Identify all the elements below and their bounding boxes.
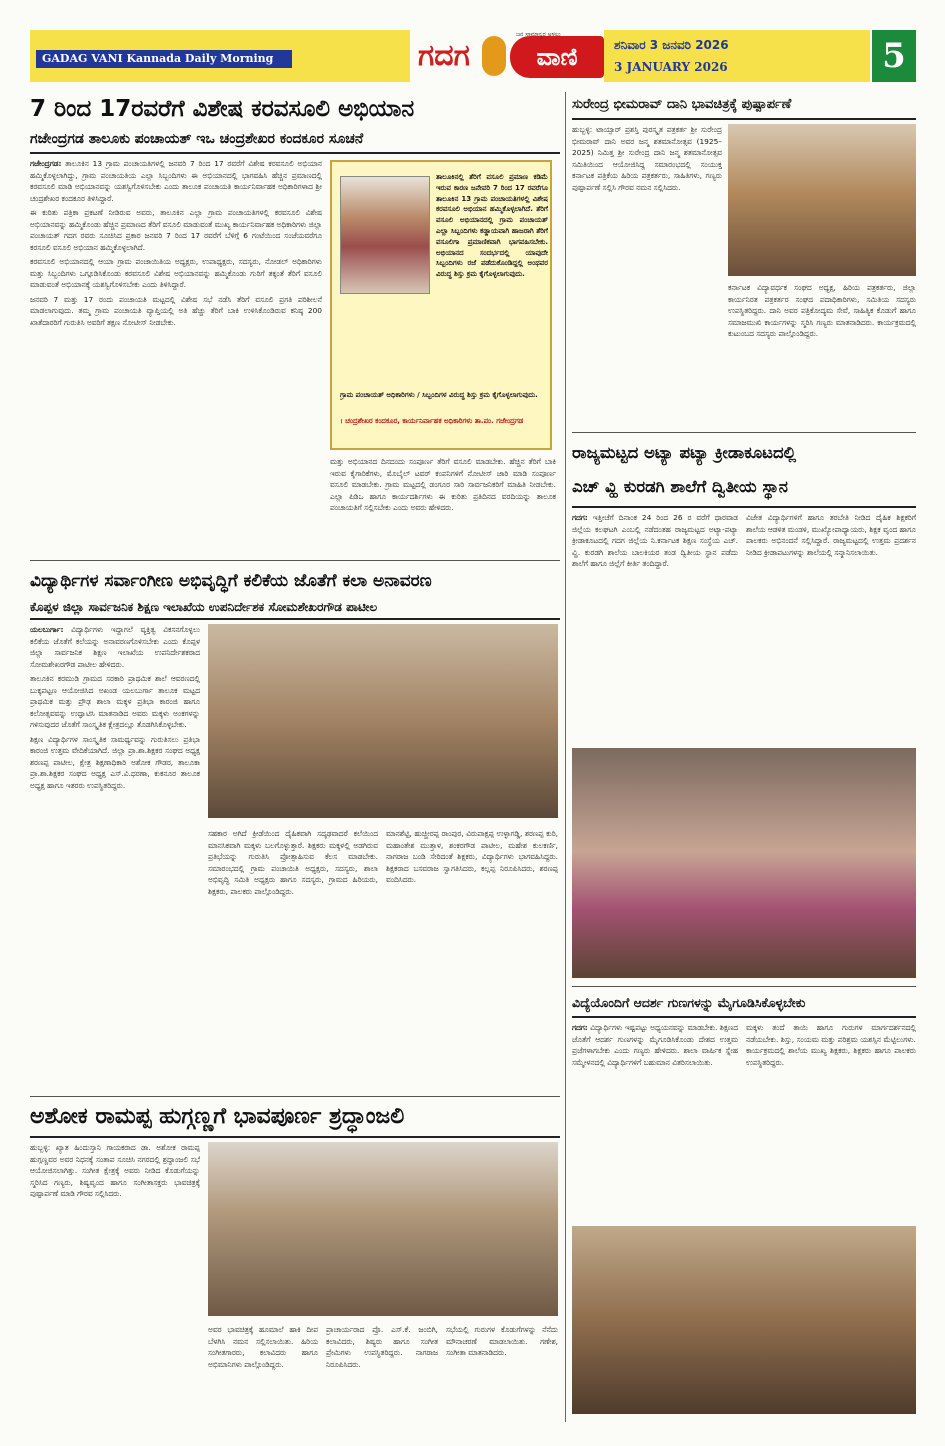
story-headline: ಅಶೋಕ ರಾಮಪ್ಪ ಹುಗ್ಗಣ್ಣಗೆ ಭಾವಪೂರ್ಣ ಶ್ರದ್ಧಾಂಜಲಿ xyxy=(30,1104,405,1129)
quote-box xyxy=(330,160,552,450)
section-rule xyxy=(572,986,916,987)
quote-text: ತಾಲೂಕಿನಲ್ಲಿ ತೆರಿಗೆ ವಸೂಲಿ ಪ್ರಮಾಣ ಕಡಿಮೆ ಇರುವ ಕಾರಣ ಜನೇವರಿ 7 ರಿಂದ 17 ರವರೆಗೂ ತಾಲೂಕಿನ 13 ಗ್ರಾಮ ಪಂಚಾಯತಿಗಳಲ್ಲಿ ವಿಶೇಷ ಕರವಸೂಲಿ ಅಭಿಯಾನ ಹಮ್ಮಿಕೊಳ್ಳಲಾಗಿದೆ. ತೆರಿಗೆ ವಸೂಲಿ ಅಭಿಯಾನದಲ್ಲಿ ಗ್ರಾಮ ಪಂಚಾಯತ್ ಎಲ್ಲಾ ಸಿಬ್ಬಂದಿಗಳು ಕಡ್ಡಾಯವಾಗಿ ಹಾಜರಾಗಿ ತೆರಿಗೆ ವಸೂಲಿಗಾ ಪ್ರಮಾಣಿಕವಾಗಿ ಭಾಗವಹಿಸಬೇಕು. ಅಭಿಯಾನದ ಸಂದರ್ಭದಲ್ಲಿ ಯಾವುದೇ ಸಿಬ್ಬಂದಿಗಳು ರಜೆ ಪಡೆದುಕೊಂಡಿದ್ದಲ್ಲಿ ಅಂಥವರ ವಿರುದ್ಧ ಶಿಸ್ತು ಕ್ರಮ ಕೈಗೊಳ್ಳಲಾಗುವುದು. xyxy=(436,173,548,279)
story-column: ಅವರ ಭಾವಚಿತ್ರಕ್ಕೆ ಹೂಮಾಲೆ ಹಾಕಿ ದೀಪ ಬೆಳಗಿಸಿ ನಮನ ಸಲ್ಲಿಸಲಾಯಿತು. ಹಿರಿಯ ಸಂಗೀತಗಾರರು, ಕಲಾವಿದರು ಹಾಗೂ ಅಭಿಮಾನಿಗಳು ಪಾಲ್ಗೊಂಡಿದ್ದರು. xyxy=(208,1325,318,1369)
column-divider xyxy=(565,92,566,1422)
date-english: 3 JANUARY 2026 xyxy=(614,60,728,74)
story-column: ಮಾನಶೆಟ್ಟಿ, ಹುಚ್ಚೀರಪ್ಪ ರಾಂಪುರ, ವಿರುಪಾಕ್ಷಪ್ಪ ಉಳ್ಳಾಗಡ್ಡಿ, ಶರಣಪ್ಪ ಕುರಿ, ಮಹಾಂತೇಶ ಮುತ್ತಾಳ, ಶಂಕರಗೌಡ ಪಾಟೀಲ, ಮಹೇಶ ಕುಲಕರ್ಣಿ, ನಾಗರಾಜ ಬಂಡಿ ಸೇರಿದಂತೆ ಶಿಕ್ಷಕರು, ವಿದ್ಯಾರ್ಥಿಗಳು ಭಾಗವಹಿಸಿದ್ದರು. ಶಿಕ್ಷಕರಾದ ಬಸವರಾಜ ಸ್ವಾಗತಿಸಿದರು, ಕಲ್ಲಪ್ಪ ನಿರೂಪಿಸಿದರು, ಶರಣಪ್ಪ ವಂದಿಸಿದರು. xyxy=(386,829,558,884)
story-column: ಹುಬ್ಬಳ್ಳಿ: ಖ್ಯಾತ ಹಿಂದುಸ್ತಾನಿ ಗಾಯಕರಾದ ಡಾ. ಅಶೋಕ ರಾಮಪ್ಪ ಹುಗ್ಗಣ್ಣವರ ಅವರ ನಿಧನಕ್ಕೆ ಸಂತಾಪ ಸೂಚಿಸಿ ನಗರದಲ್ಲಿ ಶ್ರದ್ಧಾಂಜಲಿ ಸಭೆ ಆಯೋಜಿಸಲಾಗಿತ್ತು. ಸಂಗೀತ ಕ್ಷೇತ್ರಕ್ಕೆ ಅವರು ನೀಡಿದ ಕೊಡುಗೆಯನ್ನು ಸ್ಮರಿಸಿದ ಗಣ್ಯರು, ಶಿಷ್ಯವೃಂದ ಹಾಗೂ ಸಂಗೀತಾಸಕ್ತರು ಭಾವಚಿತ್ರಕ್ಕೆ ಪುಷ್ಪಾರ್ಪಣೆ ಮಾಡಿ ಗೌರವ ಸಲ್ಲಿಸಿದರು. xyxy=(30,1143,200,1198)
story-paragraph: ಈ ಕುರಿತು ಪತ್ರಿಕಾ ಪ್ರಕಟಣೆ ನೀಡಿರುವ ಅವರು, ತಾಲೂಕಿನ ಎಲ್ಲಾ ಗ್ರಾಮ ಪಂಚಾಯತಿಗಳಲ್ಲಿ ಕರವಸೂಲಿ ವಿಶೇಷ ಅಭಿಯಾನವನ್ನು ಹಮ್ಮಿಕೊಂಡು ಹೆಚ್ಚಿನ ಪ್ರಮಾಣದ ತೆರಿಗೆ ವಸೂಲಿ ಮಾಡುವಂತೆ ಮುಖ್ಯ ಕಾರ್ಯನಿರ್ವಾಹಕ ಅಧಿಕಾರಿಗಳು ಜಿಲ್ಲಾ ಪಂಚಾಯತ್ ಗದಗ ರವರು ಸೂಚಿಸಿದ ಪ್ರಕಾರ ಜನವರಿ 7 ರಿಂದ 17 ರವರೆಗೆ ಬೆಳಿಗ್ಗೆ 6 ಗಂಟೆಯಿಂದ ಸಂಜೆಯವರೆಗೂ ಕರಸೂಲಿ ವಸೂಲಿ ಅಭಿಯಾನ ಹಮ್ಮಿಕೊಳ್ಳಲಾಗಿದೆ. xyxy=(30,208,322,252)
logo-tagline: ಜನ ಸಾಮಾನ್ಯರ ಅಳಲು xyxy=(516,31,561,38)
story-floral-tribute xyxy=(572,92,916,428)
logo-word-left: ಗದಗ xyxy=(418,38,470,73)
story-paragraph: ಯಲಬುರ್ಗಾ: ವಿದ್ಯಾರ್ಥಿಗಳು ಇದ್ದಾಗಲೆ ವ್ಯಕ್ತಿತ್ವ ವಿಕಸನಗೊಳ್ಳಲು ಕಲಿಕೆಯ ಜೊತೆಗೆ ಕಲೆಯನ್ನು ಅನಾವರಣಗೊಳಿಸಬೇಕು ಎಂದು ಕೊಪ್ಪಳ ಜಿಲ್ಲಾ ಸಾರ್ವಜನಿಕ ಶಿಕ್ಷಣ ಇಲಾಖೆಯ ಉಪನಿರ್ದೇಶಕರಾದ ಸೋಮಶೇಖರಗೌಡ ಪಾಟೀಲ ಹೇಳಿದರು. xyxy=(30,625,200,669)
date-kannada: ಶನಿವಾರ 3 ಜನವರಿ 2026 xyxy=(614,38,729,52)
story-column: ಮಕ್ಕಳು ತಂದೆ ತಾಯಿ ಹಾಗೂ ಗುರುಗಳ ಮಾರ್ಗದರ್ಶನದಲ್ಲಿ ನಡೆಯಬೇಕು. ಶಿಸ್ತು, ಸಂಯಮ ಮತ್ತು ಪರಿಶ್ರಮ ಯಶಸ್ಸಿನ ಮೆಟ್ಟಿಲುಗಳು. ಕಾರ್ಯಕ್ರಮದಲ್ಲಿ ಶಾಲೆಯ ಮುಖ್ಯ ಶಿಕ್ಷಕರು, ಶಿಕ್ಷಕರು ಹಾಗೂ ಪಾಲಕರು ಉಪಸ್ಥಿತರಿದ್ದರು. xyxy=(746,1023,916,1067)
story-column xyxy=(572,512,738,740)
story-column: ಕರ್ನಾಟಕ ವಿದ್ಯಾವರ್ಧಕ ಸಂಘದ ಅಧ್ಯಕ್ಷ, ಹಿರಿಯ ಪತ್ರಕರ್ತರು, ಜಿಲ್ಲಾ ಕಾರ್ಯನಿರತ ಪತ್ರಕರ್ತರ ಸಂಘದ ಪದಾಧಿಕಾರಿಗಳು, ಸಮಿತಿಯ ಸದಸ್ಯರು ಉಪಸ್ಥಿತರಿದ್ದರು. ದಾನಿ ಅವರ ಪತ್ರಿಕೋದ್ಯಮ ಸೇವೆ, ಸಾಹಿತ್ಯಿಕ ಕೊಡುಗೆ ಹಾಗೂ ಸಮಾಜಮುಖಿ ಕಾರ್ಯಗಳನ್ನು ಸ್ಮರಿಸಿ ಗಣ್ಯರು ಮಾತನಾಡಿದರು. ಕಾರ್ಯಕ್ರಮದಲ್ಲಿ ಕುಟುಂಬದ ಸದಸ್ಯರು ಪಾಲ್ಗೊಂಡಿದ್ದರು. xyxy=(728,283,916,338)
section-rule xyxy=(572,432,916,433)
story-tribute xyxy=(30,1100,560,1418)
story-sports xyxy=(572,436,916,982)
story-subhead: ಕೊಪ್ಪಳ ಜಿಲ್ಲಾ ಸಾರ್ವಜನಿಕ ಶಿಕ್ಷಣ ಇಲಾಖೆಯ ಉಪನಿರ್ದೇಶಕ ಸೋಮಶೇಖರಗೌಡ ಪಾಟೀಲ xyxy=(30,600,378,614)
story-column: ಸಹಕಾರ ಅಗಿದೆ ಕ್ರೀಡೆಯಿಂದ ದೈಹಿಕವಾಗಿ ಸದೃಢವಾದರೆ ಕಲೆಯಿಂದ ಮಾನಸಿಕವಾಗಿ ಮಕ್ಕಳು ಬಲಗೊಳ್ಳುತ್ತಾರೆ. ಶಿಕ್ಷಕರು ಮಕ್ಕಳಲ್ಲಿ ಅಡಗಿರುವ ಪ್ರತಿಭೆಯನ್ನು ಗುರುತಿಸಿ ಪ್ರೋತ್ಸಾಹಿಸುವ ಕೆಲಸ ಮಾಡಬೇಕು. ಸಮಾರಂಭದಲ್ಲಿ ಗ್ರಾಮ ಪಂಚಾಯಿತಿ ಅಧ್ಯಕ್ಷರು, ಸದಸ್ಯರು, ಶಾಲಾ ಅಭಿವೃದ್ಧಿ ಸಮಿತಿ ಅಧ್ಯಕ್ಷರು ಹಾಗೂ ಸದಸ್ಯರು, ಗ್ರಾಮದ ಹಿರಿಯರು, ಶಿಕ್ಷಕರು, ಪಾಲಕರು ಪಾಲ್ಗೊಂಡಿದ್ದರು. xyxy=(208,829,378,896)
logo-emblem-icon xyxy=(482,36,506,76)
story-column: ವಿಜೇತ ವಿದ್ಯಾರ್ಥಿಗಳಿಗೆ ಹಾಗೂ ತರಬೇತಿ ನೀಡಿದ ದೈಹಿಕ ಶಿಕ್ಷಕರಿಗೆ ಶಾಲೆಯ ಆಡಳಿತ ಮಂಡಳಿ, ಮುಖ್ಯೋಪಾಧ್ಯಾಯರು, ಶಿಕ್ಷಕ ವೃಂದ ಹಾಗೂ ಪಾಲಕರು ಅಭಿನಂದನೆ ಸಲ್ಲಿಸಿದ್ದಾರೆ. ರಾಜ್ಯಮಟ್ಟದಲ್ಲಿ ಉತ್ತಮ ಪ್ರದರ್ಶನ ನೀಡಿದ ಕ್ರೀಡಾಪಟುಗಳನ್ನು ಶಾಲೆಯಲ್ಲಿ ಸನ್ಮಾನಿಸಲಾಯಿತು. xyxy=(746,513,916,557)
story-paragraph: ಜನವರಿ 7 ಮತ್ತು 17 ರಂದು ಪಂಚಾಯತಿ ಮಟ್ಟದಲ್ಲಿ ವಿಶೇಷ ಸಭೆ ನಡೆಸಿ ತೆರಿಗೆ ವಸೂಲಿ ಪ್ರಗತಿ ಪರಿಶೀಲನೆ ಮಾಡಲಾಗುವುದು. ತಮ್ಮ ಗ್ರಾಮ ಪಂಚಾಯತಿ ವ್ಯಾಪ್ತಿಯಲ್ಲಿ ಅತಿ ಹೆಚ್ಚು ತೆರಿಗೆ ಬಾಕಿ ಉಳಿಸಿಕೊಂಡಿರುವ ಕನಿಷ್ಠ 200 ಖಾತೆದಾರರಿಗೆ ಗುರುತಿಸಿ ಅವರಿಗೆ ತಕ್ಷಣ ನೋಟೀಸ್ ನೀಡಬೇಕು. xyxy=(30,294,322,327)
story-paragraph: ಕರವಸೂಲಿ ಅಭಿಯಾನದಲ್ಲಿ ಆಯಾ ಗ್ರಾಮ ಪಂಚಾಯಿತಿಯ ಅಧ್ಯಕ್ಷರು, ಉಪಾಧ್ಯಕ್ಷರು, ಸದಸ್ಯರು, ನೋಡಲ್ ಅಧಿಕಾರಿಗಳು ಮತ್ತು ಸಿಬ್ಬಂದಿಗಳು ಒಗ್ಗೂಡಿಸಿಕೊಂಡು ಕರವಸೂಲಿ ವಿಶೇಷ ಅಭಿಯಾನವನ್ನು ಹಮ್ಮಿಕೊಂಡು ಗುರಿಗೆ ತಕ್ಕಂತೆ ತೆರಿಗೆ ವಸೂಲಿ ಮಾಡುವಂತೆ ಅಭಿಯಾನಕ್ಕೆ ಯಶಸ್ವಿಗೊಳಿಸಬೇಕು ಎಂದು ತಿಳಿಸಿದ್ದಾರೆ. xyxy=(30,257,322,289)
headline-rule xyxy=(572,1016,916,1018)
story-paragraph: ಶಿಕ್ಷಣ ವಿದ್ಯಾರ್ಥಿಗಳ ಸಾಂಸ್ಕೃತಿಕ ಸಾಮರ್ಥ್ಯವನ್ನು ಗುರುತಿಸಲು ಪ್ರತಿಭಾ ಕಾರಂಜಿ ಉತ್ತಮ ವೇದಿಕೆಯಾಗಿದೆ. ಜಿಲ್ಲಾ ಪ್ರಾ.ಶಾ.ಶಿಕ್ಷಕರ ಸಂಘದ ಅಧ್ಯಕ್ಷ ಶರಣಪ್ಪ ಪಾಟೀಲ, ಕ್ಷೇತ್ರ ಶಿಕ್ಷಣಾಧಿಕಾರಿ ಅಶೋಕ ಗೌಡರ, ತಾಲೂಕಾ ಪ್ರಾ.ಶಾ.ಶಿಕ್ಷಕರ ಸಂಘದ ಅಧ್ಯಕ್ಷ ಎಸ್.ವಿ.ಧರಣಾ, ಕುಕನೂರ ತಾಲೂಕ ಅಧ್ಯಕ್ಷ ಹಾಗೂ ಇತರರು ಉಪಸ್ಥಿತರಿದ್ದರು. xyxy=(30,734,200,790)
story-column: ಪ್ರಾಚಾರ್ಯರಾದ ಪ್ರೊ. ಎಸ್.ಕೆ. ಜಂಬಿಗಿ, ಕಲಾವಿದರು, ಶಿಷ್ಯರು ಹಾಗೂ ಸಂಗೀತ ಪ್ರೇಮಿಗಳು ಉಪಸ್ಥಿತರಿದ್ದರು. ನಾಗರಾಜ ನಿರೂಪಿಸಿದರು. xyxy=(326,1325,438,1369)
story-headline: 7 ರಿಂದ 17ರವರೆಗೆ ವಿಶೇಷ ಕರವಸೂಲಿ ಅಭಿಯಾನ xyxy=(30,96,415,122)
story-subhead: ಗಜೇಂದ್ರಗಡ ತಾಲೂಕು ಪಂಚಾಯತ್ ಇಒ ಚಂದ್ರಶೇಖರ ಕಂದಕೂರ ಸೂಚನೆ xyxy=(30,131,364,147)
headline-rule xyxy=(572,506,916,508)
page-number: 5 xyxy=(872,30,916,82)
story-headline: ವಿದ್ಯಾರ್ಥಿಗಳ ಸರ್ವಾಂಗೀಣ ಅಭಿವೃದ್ಧಿಗೆ ಕಲಿಕೆಯ ಜೊತೆಗೆ ಕಲಾ ಅನಾವರಣ xyxy=(30,571,432,591)
headline-rule xyxy=(30,152,560,154)
headline-rule xyxy=(30,1136,560,1138)
story-paragraph: ಗದಗ: ವಿದ್ಯಾರ್ಥಿಗಳು ಇಷ್ಟಪಟ್ಟು ಅಧ್ಯಯನವನ್ನು ಮಾಡಬೇಕು. ಶಿಕ್ಷಣದ ಜೊತೆಗೆ ಆದರ್ಶ ಗುಣಗಳನ್ನು ಮೈಗೂಡಿಸಿಕೊಂಡು ದೇಶದ ಉತ್ತಮ ಪ್ರಜೆಗಳಾಗಬೇಕು ಎಂದು ಗಣ್ಯರು ಹೇಳಿದರು. ಶಾಲಾ ವಾರ್ಷಿಕ ಸ್ನೇಹ ಸಮ್ಮೇಳನದಲ್ಲಿ ವಿದ್ಯಾರ್ಥಿಗಳಿಗೆ ಬಹುಮಾನ ವಿತರಿಸಲಾಯಿತು. xyxy=(572,1023,738,1067)
tribute-photo xyxy=(208,1142,558,1316)
headline-rule xyxy=(30,618,560,620)
masthead-left-band xyxy=(30,30,410,82)
story-headline: ಸುರೇಂದ್ರ ಭೀಮರಾವ್ ದಾನಿ ಭಾವಚಿತ್ರಕ್ಕೆ ಪುಷ್ಪಾರ್ಪಣೆ xyxy=(572,97,792,112)
story-headline: ರಾಜ್ಯಮಟ್ಟದ ಅಟ್ಯಾ ಪಟ್ಯಾ ಕ್ರೀಡಾಕೂಟದಲ್ಲಿ xyxy=(572,443,797,462)
masthead xyxy=(30,30,916,82)
newspaper-logo xyxy=(418,30,604,82)
story-headline: ವಿದ್ಯೆಯೊಂದಿಗೆ ಆದರ್ಶ ಗುಣಗಳನ್ನು ಮೈಗೂಡಿಸಿಕೊಳ್ಳಬೇಕು xyxy=(572,995,806,1010)
story-paragraph: ಗದಗ: ಇತ್ತೀಚೆಗೆ ದಿನಾಂಕ 24 ರಿಂದ 26 ರ ವರೆಗೆ ಧಾರವಾಡ ಜಿಲ್ಲೆಯ ಕಲಘಟಗಿ ಎಂಬಲ್ಲಿ ನಡೆದಂತಹ ರಾಜ್ಯಮಟ್ಟದ ಅಟ್ಯಾ-ಪಟ್ಯಾ ಕ್ರೀಡಾಕೂಟದಲ್ಲಿ ಗದಗ ಜಿಲ್ಲೆಯ ನಿ.ಕರ್ನಾಟಕ ಶಿಕ್ಷಣ ಸಂಸ್ಥೆಯ ಎಚ್. ವ್ಹಿ. ಕುರಡಗಿ ಶಾಲೆಯ ಬಾಲಕಿಯರ ತಂಡ ದ್ವಿತೀಯ ಸ್ಥಾನ ಪಡೆದು ಶಾಲೆಗೆ ಹಾಗೂ ಜಿಲ್ಲೆಗೆ ಕೀರ್ತಿ ತಂದಿದ್ದಾರೆ. xyxy=(572,513,738,568)
story-paragraph: ಗಜೇಂದ್ರಗಡ: ತಾಲೂಕಿನ 13 ಗ್ರಾಮ ಪಂಚಾಯತಿಗಳಲ್ಲಿ ಜನವರಿ 7 ರಿಂದ 17 ರವರೆಗೆ ವಿಶೇಷ ಕರವಸೂಲಿ ಅಭಿಯಾನ ಹಮ್ಮಿಕೊಳ್ಳಲಾಗಿದ್ದು, ಗ್ರಾಮ ಪಂಚಾಯತಿಯ ಎಲ್ಲಾ ಸಿಬ್ಬಂದಿಗಳು ಈ ಅಭಿಯಾನದಲ್ಲಿ ಭಾಗವಹಿಸಿ ಹೆಚ್ಚಿನ ಪ್ರಮಾಣದಲ್ಲಿ ಕರವಸೂಲಿ ಮಾಡಿ ಅಭಿಯಾನವನ್ನು ಯಶಸ್ವಿಗೊಳಿಸಬೇಕು ಎಂದು ತಾಲೂಕ ಪಂಚಾಯತಿ ಕಾರ್ಯನಿರ್ವಾಹಕ ಅಧಿಕಾರಿಗಳಾದ ಶ್ರೀ ಚಂದ್ರಶೇಖರ ಕಂದಕೂರ ತಿಳಿಸಿದ್ದಾರೆ. xyxy=(30,159,322,203)
portrait-photo xyxy=(340,176,430,294)
event-photo xyxy=(728,124,916,276)
story-paragraph: ತಾಲೂಕಿನ ಕರಮುಡಿ ಗ್ರಾಮದ ಸರಕಾರಿ ಪ್ರಾಥಮಿಕ ಶಾಲೆ ಆವರಣದಲ್ಲಿ ಬುಕ್ಕಪಟ್ಟಣ ಆಯೋಜಿಸಿದ ಅಖಂಡ ಯಲಬುರ್ಗಾ ತಾಲೂಕ ಮಟ್ಟದ ಪ್ರಾಥಮಿಕ ಮತ್ತು ಪ್ರೌಢ ಶಾಲಾ ಮಕ್ಕಳ ಪ್ರತಿಭಾ ಕಾರಂಜಿ ಹಾಗೂ ಕಲೋತ್ಸವವನ್ನು ಉದ್ಘಾಟಿಸಿ ಮಾತನಾಡಿದ ಅವರು ಮಕ್ಕಳು ಅಂಕಗಳನ್ನು ಗಳಿಸುವುದರ ಜೊತೆಗೆ ಸಾಂಸ್ಕೃತಿಕ ಕ್ಷೇತ್ರದಲ್ಲೂ ತೊಡಗಿಸಿಕೊಳ್ಳಬೇಕು. xyxy=(30,674,200,729)
event-photo xyxy=(208,624,558,818)
masthead-label: GADAG VANI Kannada Daily Morning xyxy=(36,50,292,68)
dateline: ಗಜೇಂದ್ರಗಡ: xyxy=(30,159,62,168)
story-headline-line2: ಎಚ್ ವ್ಹಿ ಕುರಡಗಿ ಶಾಲೆಗೆ ದ್ವಿತೀಯ ಸ್ಥಾನ xyxy=(572,477,788,496)
story-column: ಸಭೆಯಲ್ಲಿ ಗುರುಗಳ ಕೊಡುಗೆಗಳನ್ನು ನೆನೆದು ಮೌನಾಚರಣೆ ಮಾಡಲಾಯಿತು. ಗಣೇಶ, ಸಂಗೀತಾ ಮಾತನಾಡಿದರು. xyxy=(446,1325,558,1357)
story-values-education xyxy=(572,990,916,1418)
story-column xyxy=(572,1022,738,1218)
quote-note: ಗ್ರಾಮ ಪಂಚಾಯತ್ ಅಧಿಕಾರಿಗಳು / ಸಿಬ್ಬಂದಿಗಳ ವಿರುದ್ಧ ಶಿಸ್ತು ಕ್ರಮ ಕೈಗೊಳ್ಳಲಾಗುವುದು. xyxy=(340,391,538,399)
section-rule xyxy=(30,1096,560,1097)
event-photo xyxy=(572,1226,916,1414)
story-column: ಮತ್ತು ಅಭಿಯಾನದ ದಿನದಂದು ಸಂಪೂರ್ಣ ತೆರಿಗೆ ವಸೂಲಿ ಮಾಡಬೇಕು. ಹೆಚ್ಚಿನ ತೆರಿಗೆ ಬಾಕಿ ಇರುವ ಕೈಗಾರಿಕೆಗಳು, ಮೊಬೈಲ್ ಟವರ್ ಕಂಪನಿಗಳಿಗೆ ನೋಟೀಸ್ ಜಾರಿ ಮಾಡಿ ಸಂಪೂರ್ಣ ವಸೂಲಿ ಮಾಡಬೇಕು. ಗ್ರಾಮ ಮಟ್ಟದಲ್ಲಿ ಡಂಗೂರ ಸಾರಿ ಸಾರ್ವಜನಿಕರಿಗೆ ಮಾಹಿತಿ ನೀಡಬೇಕು. ಎಲ್ಲಾ ಪಿಡಿಒ ಹಾಗೂ ಕಾರ್ಯದರ್ಶಿಗಳು ಈ ಕುರಿತು ಪ್ರತಿದಿನದ ವರದಿಯನ್ನು ತಾಲೂಕ ಪಂಚಾಯತಿಗೆ ಸಲ್ಲಿಸಬೇಕು ಎಂದು ಅವರು ಹೇಳಿದರು. xyxy=(330,457,556,512)
logo-word-right: ವಾಣಿ xyxy=(510,36,604,78)
team-photo xyxy=(572,748,916,978)
quote-credit: । ಚಂದ್ರಶೇಖರ ಕಂದಕೂರ, ಕಾರ್ಯನಿರ್ವಾಹಕ ಅಧಿಕಾರಿಗಳು ತಾ.ಪಂ. ಗಜೇಂದ್ರಗಡ xyxy=(340,417,524,425)
masthead-date-band xyxy=(604,30,870,82)
section-rule xyxy=(30,560,560,561)
story-column: ಹುಬ್ಬಳ್ಳಿ: ಟಾಯ್ಸಾರ್ ಪ್ರಶಸ್ತಿ ಪುರಸ್ಕೃತ ಪತ್ರಕರ್ತ ಶ್ರೀ ಸುರೇಂದ್ರ ಭೀಮರಾವ್ ದಾನಿ ಅವರ ಜನ್ಮ ಶತಮಾನೋತ್ಸವ (1925–2025) ನಿಮಿತ್ತ ಶ್ರೀ ಸುರೇಂದ್ರ ದಾನಿ ಜನ್ಮ ಶತಮಾನೋತ್ಸವ ಸಮಿತಿಯಿಂದ ಆಯೋಜಿಸಿದ್ದ ಸಮಾರಂಭದಲ್ಲಿ ಸಂಯುಕ್ತ ಕರ್ನಾಟಕ ಪತ್ರಿಕೆಯ ಹಿರಿಯ ಪತ್ರಕರ್ತರು, ಸಾಹಿತಿಗಳು, ಗಣ್ಯರು ಪುಷ್ಪಾರ್ಪಣೆ ಸಲ್ಲಿಸಿ ಗೌರವ ನಮನ ಸಲ್ಲಿಸಿದರು. xyxy=(572,125,722,192)
headline-rule xyxy=(572,118,916,120)
story-column xyxy=(30,624,200,1090)
story-school-art xyxy=(30,566,560,1092)
